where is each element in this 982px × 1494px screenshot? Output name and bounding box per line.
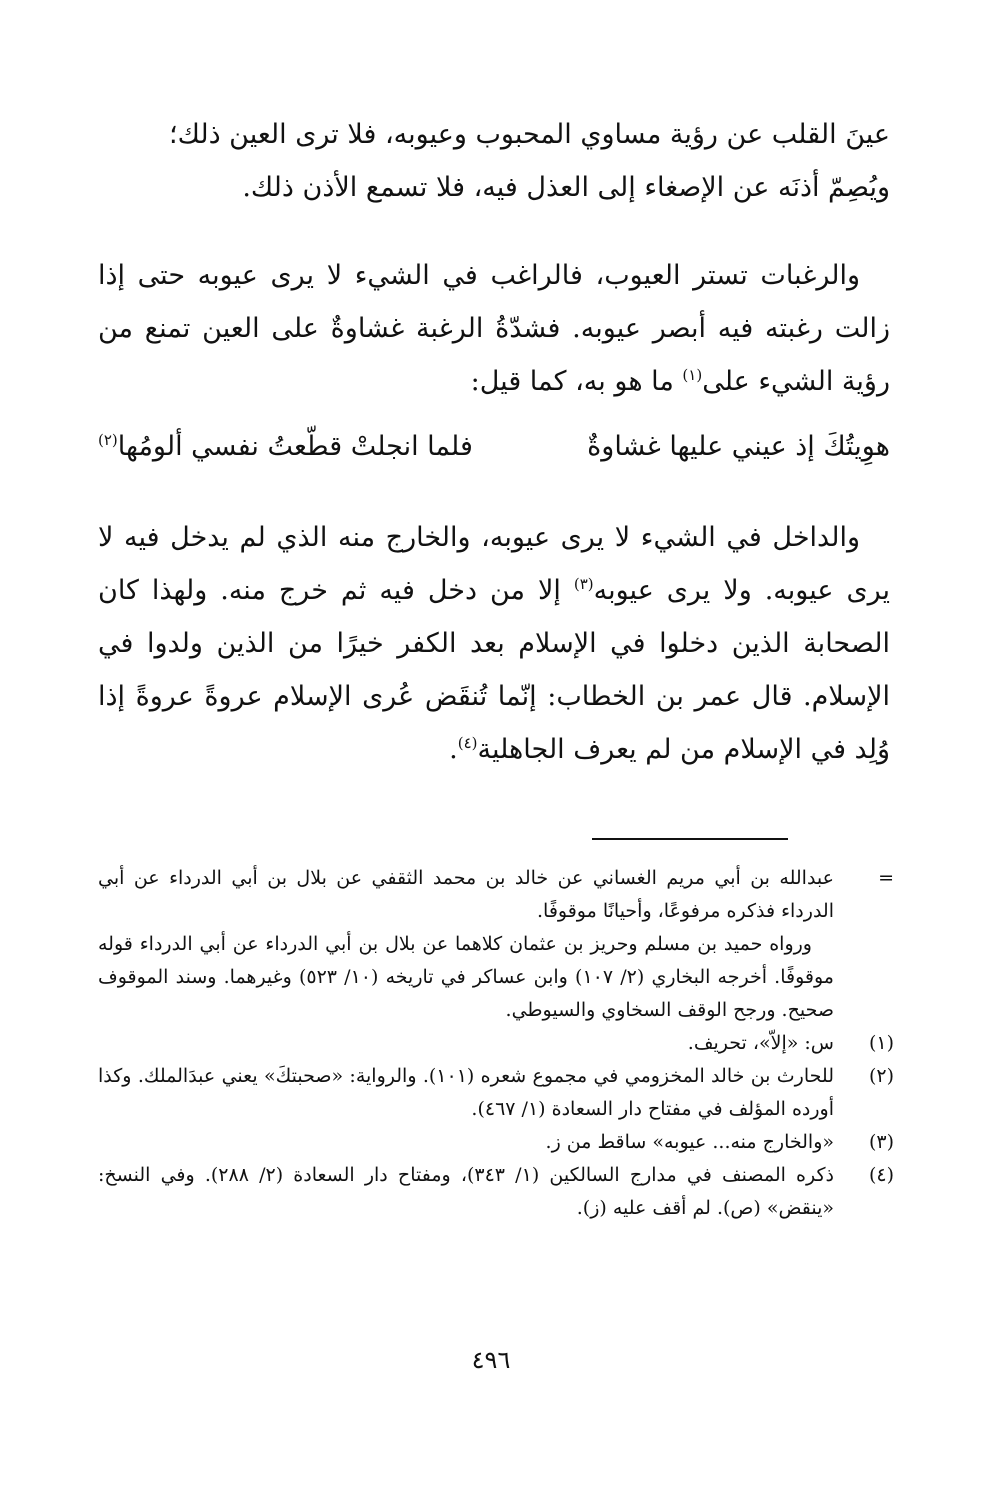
footnote-1 bbox=[98, 1027, 894, 1060]
footnote-text: س: «إلاّ»، تحريف. bbox=[687, 1032, 834, 1054]
verse-second-hemistich-text: فلما انجلتْ قطّعتُ نفسي ألومُها bbox=[117, 431, 473, 462]
footnote-text: «والخارج منه... عيوبه» ساقط من ز. bbox=[545, 1131, 834, 1153]
verse-first-hemistich: هوِيتُكَ إذ عيني عليها غشاوةٌ bbox=[587, 431, 890, 462]
footnote-text: للحارث بن خالد المخزومي في مجموع شعره (١٠١). والرواية: «صحبتكَ» يعني عبدَالملك. وكذا أورده المؤلف في مفتاح دار السعادة (١/ ٤٦٧). bbox=[98, 1065, 834, 1120]
paragraph-2-text-end: ما هو به، كما قيل: bbox=[470, 366, 683, 397]
continuation-paragraph-2: ورواه حميد بن مسلم وحريز بن عثمان كلاهما عن بلال بن أبي الدرداء عن أبي الدرداء قوله موقوفًا. أخرجه البخاري (٢/ ١٠٧) وابن عساكر في تاريخه (١٠/ ٥٢٣) وغيرهما. وسند الموقوف صحيح. ورجح الوقف السخاوي والسيوطي. bbox=[98, 933, 834, 1021]
paragraph-3-text-middle: إلا من دخل فيه ثم خرج منه. ولهذا كان الصحابة الذين دخلوا في الإسلام بعد الكفر خيرًا من الذين ولدوا في الإسلام. قال عمر بن الخطاب: إنّما تُنقَض عُرى الإسلام عروةً عروةً إذا وُلِد في الإسلام من لم يعرف الجاهلية bbox=[98, 575, 890, 765]
spacer bbox=[98, 408, 890, 420]
paragraph-3 bbox=[98, 511, 890, 776]
footnote-4 bbox=[98, 1159, 894, 1225]
paragraph-1 bbox=[98, 108, 890, 214]
spacer bbox=[98, 214, 890, 249]
paragraph-3-text-end: . bbox=[449, 734, 458, 765]
poetry-verse bbox=[98, 420, 890, 473]
footnote-3 bbox=[98, 1126, 894, 1159]
spacer bbox=[98, 473, 890, 511]
paragraph-1-line-1: عينَ القلب عن رؤية مساوي المحبوب وعيوبه، فلا ترى العين ذلك؛ bbox=[169, 119, 890, 150]
paragraph-2 bbox=[98, 249, 890, 408]
footnote-number: (٣) bbox=[868, 1131, 894, 1153]
continuation-paragraph-1: عبدالله بن أبي مريم الغساني عن خالد بن محمد الثقفي عن بلال بن أبي الدرداء عن أبي الدرداء فذكره مرفوعًا، وأحيانًا موقوفًا. bbox=[98, 867, 834, 922]
footnote-number: (٢) bbox=[868, 1065, 894, 1087]
main-text bbox=[98, 108, 890, 776]
continuation-text bbox=[98, 862, 834, 1027]
page-number: ٤٩٦ bbox=[471, 1346, 511, 1374]
verse-second-hemistich bbox=[98, 420, 473, 473]
continuation-mark: = bbox=[878, 867, 894, 889]
footnote-number: (١) bbox=[868, 1032, 894, 1054]
paragraph-2-text: والرغبات تستر العيوب، فالراغب في الشيء لا يرى عيوبه حتى إذا زالت رغبته فيه أبصر عيوبه. فشدّةُ الرغبة غشاوةٌ على العين تمنع من رؤية الشيء على bbox=[98, 260, 890, 397]
footnote-ref-2[interactable]: (٢) bbox=[98, 431, 118, 449]
footnote-separator bbox=[592, 838, 788, 840]
footnote-ref-1[interactable]: (١) bbox=[682, 366, 703, 384]
footnote-ref-3[interactable]: (٣) bbox=[573, 575, 594, 593]
footnotes bbox=[98, 862, 894, 1225]
footnote-2 bbox=[98, 1060, 894, 1126]
footnote-number: (٤) bbox=[868, 1164, 894, 1186]
footnote-text: ذكره المصنف في مدارج السالكين (١/ ٣٤٣)، ومفتاح دار السعادة (٢/ ٢٨٨). وفي النسخ: «ينقض» (ص). لم أقف عليه (ز). bbox=[98, 1164, 834, 1219]
paragraph-3-text: والداخل في الشيء لا يرى عيوبه، والخارج منه الذي لم يدخل فيه لا يرى عيوبه. ولا يرى عيوبه bbox=[98, 522, 891, 606]
paragraph-1-line-2: ويُصِمّ أذنَه عن الإصغاء إلى العذل فيه، فلا تسمع الأذن ذلك. bbox=[242, 172, 890, 203]
footnote-continuation bbox=[98, 862, 894, 1027]
footnote-ref-4[interactable]: (٤) bbox=[457, 734, 478, 752]
